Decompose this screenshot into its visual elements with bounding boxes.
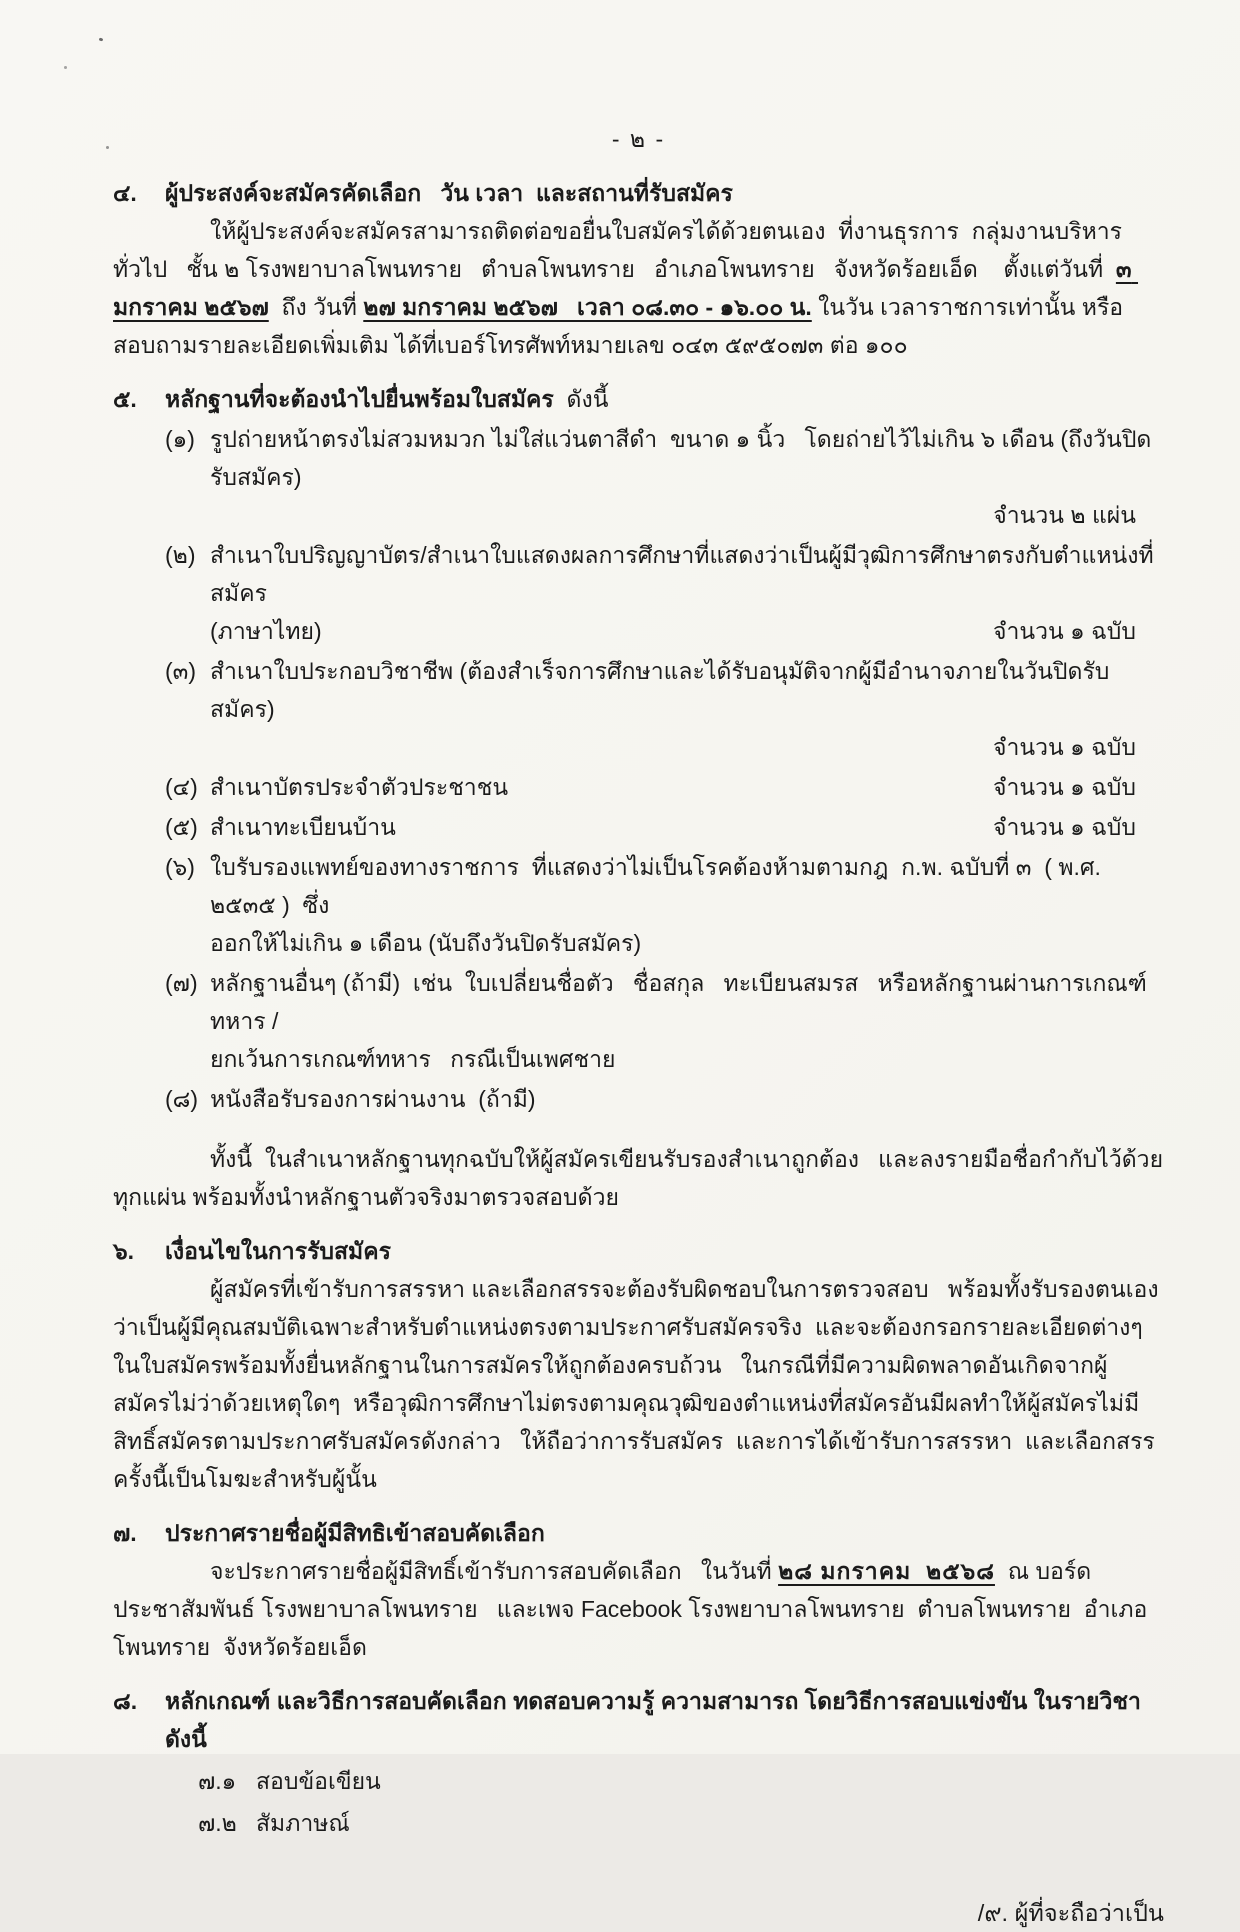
section-7-paragraph xyxy=(113,1552,1164,1666)
section-eligible-list-announcement xyxy=(113,1514,1164,1666)
section-selection-criteria xyxy=(113,1682,1164,1842)
section-5-heading xyxy=(113,380,1164,418)
item-body xyxy=(210,808,1164,846)
paragraph-text: จะประกาศรายชื่อผู้มีสิทธิ์เข้ารับการสอบคัดเลือก ในวันที่ xyxy=(210,1558,779,1584)
paragraph-text: ถึง วันที่ xyxy=(268,294,364,320)
section-5-title-wrap xyxy=(165,380,1164,418)
item-number: (๖) xyxy=(165,854,195,880)
item-line xyxy=(210,768,1164,806)
section-6-heading xyxy=(113,1232,1164,1270)
subitem-text: สอบข้อเขียน xyxy=(256,1768,381,1794)
exam-subjects-list xyxy=(198,1762,1164,1842)
item-text: สำเนาบัตรประจำตัวประชาชน xyxy=(210,774,509,800)
item-text: สำเนาทะเบียนบ้าน xyxy=(210,814,396,840)
item-quantity-line xyxy=(210,496,1164,534)
section-4-paragraph xyxy=(113,212,1164,364)
item-number: (๓) xyxy=(165,658,197,684)
section-5-title-suffix: ดังนี้ xyxy=(553,386,609,412)
item-body xyxy=(210,768,1164,806)
item-text: ออกให้ไม่เกิน ๑ เดือน (นับถึงวันปิดรับสมัคร) xyxy=(210,930,642,956)
section-5-title: หลักฐานที่จะต้องนำไปยื่นพร้อมใบสมัคร xyxy=(165,386,554,412)
section-application-place xyxy=(113,174,1164,364)
item-text: หนังสือรับรองการผ่านงาน (ถ้ามี) xyxy=(210,1086,536,1112)
section-8-number: ๘. xyxy=(113,1688,138,1714)
item-text: ใบรับรองแพทย์ของทางราชการ ที่แสดงว่าไม่เป็นโรคต้องห้ามตามกฎ ก.พ. ฉบับที่ ๓ ( พ.ศ. ๒๕๓๕ ) ซึ่ง xyxy=(210,854,1108,918)
item-quantity: จำนวน ๒ แผ่น xyxy=(993,502,1136,528)
list-item xyxy=(113,808,1164,846)
document-content xyxy=(113,120,1164,1932)
section-8-heading xyxy=(113,1682,1164,1758)
section-6-title: เงื่อนไขในการรับสมัคร xyxy=(165,1238,391,1264)
list-item xyxy=(198,1804,1164,1842)
item-text: รูปถ่ายหน้าตรงไม่สวมหมวก ไม่ใส่แว่นตาสีดำ ขนาด ๑ นิ้ว โดยถ่ายไว้ไม่เกิน ๖ เดือน (ถึงวันปิดรับสมัคร) xyxy=(210,426,1152,490)
scan-speck xyxy=(64,66,67,69)
section-4-title: ผู้ประสงค์จะสมัครคัดเลือก วัน เวลา และสถานที่รับสมัคร xyxy=(165,180,733,206)
list-item xyxy=(113,420,1164,534)
scan-speck xyxy=(99,37,104,41)
item-quantity: จำนวน ๑ ฉบับ xyxy=(993,814,1136,840)
list-item xyxy=(113,536,1164,650)
announcement-date-highlight: ๒๘ มกราคม ๒๕๖๘ xyxy=(778,1558,995,1584)
item-text: สำเนาใบปริญญาบัตร/สำเนาใบแสดงผลการศึกษาที่แสดงว่าเป็นผู้มีวุฒิการศึกษาตรงกับตำแหน่งที่สมัคร xyxy=(210,542,1154,606)
paragraph-text: ให้ผู้ประสงค์จะสมัครสามารถติดต่อขอยื่นใบสมัครได้ด้วยตนเอง ที่งานธุรการ กลุ่มงานบริหารทั่วไป ชั้น ๒ โรงพยาบาลโพนทราย ตำบลโพนทราย อำเภอโพนทราย จังหวัดร้อยเอ็ด ตั้งแต่วันที่ xyxy=(113,218,1123,282)
paragraph-text: ณ บอร์ดประชาสัมพันธ์ โรงพยาบาลโพนทราย และเพจ Facebook โรงพยาบาลโพนทราย ตำบลโพนทราย อำเภอโพนทราย จังหวัดร้อยเอ็ด xyxy=(113,1558,1148,1660)
list-item xyxy=(113,1080,1164,1118)
section-7-title: ประกาศรายชื่อผู้มีสิทธิเข้าสอบคัดเลือก xyxy=(165,1520,545,1546)
list-item xyxy=(113,768,1164,806)
item-text: สำเนาใบประกอบวิชาชีพ (ต้องสำเร็จการศึกษาและได้รับอนุมัติจากผู้มีอำนาจภายในวันปิดรับสมัคร) xyxy=(210,658,1110,722)
subitem-text: สัมภาษณ์ xyxy=(256,1810,350,1836)
item-text: (ภาษาไทย) xyxy=(210,618,322,644)
document-items-list xyxy=(113,420,1164,1118)
item-quantity: จำนวน ๑ ฉบับ xyxy=(993,618,1136,644)
subitem-number: ๗.๒ xyxy=(198,1810,237,1836)
paragraph-text: ในวัน เวลาราชการเท่านั้น หรือสอบถามรายละเอียดเพิ่มเติม ได้ที่เบอร์โทรศัพท์หมายเลข ๐๔๓ ๕๙๕๐๗๓ ต่อ ๑๐๐ xyxy=(113,294,1124,358)
item-text: หลักฐานอื่นๆ (ถ้ามี) เช่น ใบเปลี่ยนชื่อตัว ชื่อสกุล ทะเบียนสมรส หรือหลักฐานผ่านการเกณฑ์ทหาร / xyxy=(210,970,1147,1034)
paragraph-text: ทั้งนี้ ในสำเนาหลักฐานทุกฉบับให้ผู้สมัครเขียนรับรองสำเนาถูกต้อง และลงรายมือชื่อกำกับไว้ด้วยทุกแผ่น พร้อมทั้งนำหลักฐานตัวจริงมาตรวจสอบด้วย xyxy=(113,1146,1164,1210)
section-8-title: หลักเกณฑ์ และวิธีการสอบคัดเลือก ทดสอบความรู้ ความสามารถ โดยวิธีการสอบแข่งขัน ในรายวิชาดังนี้ xyxy=(165,1688,1141,1752)
item-body xyxy=(210,964,1164,1078)
item-body xyxy=(210,848,1164,962)
item-line xyxy=(210,808,1164,846)
section-6-number: ๖. xyxy=(113,1238,134,1264)
item-quantity: จำนวน ๑ ฉบับ xyxy=(993,774,1136,800)
section-4-heading xyxy=(113,174,1164,212)
section-4-number: ๔. xyxy=(113,180,137,206)
item-number: (๒) xyxy=(165,542,196,568)
item-body xyxy=(210,536,1164,650)
item-quantity: จำนวน ๑ ฉบับ xyxy=(993,734,1136,760)
section-5-closing-paragraph xyxy=(113,1140,1164,1216)
item-body xyxy=(210,1080,1164,1118)
section-6-paragraph xyxy=(113,1270,1164,1498)
list-item xyxy=(198,1762,1164,1800)
list-item xyxy=(113,964,1164,1078)
list-item xyxy=(113,848,1164,962)
item-quantity-line xyxy=(210,728,1164,766)
next-page-continuation-note: /๙. ผู้ที่จะถือว่าเป็น xyxy=(977,1900,1164,1926)
item-text: ยกเว้นการเกณฑ์ทหาร กรณีเป็นเพศชาย xyxy=(210,1046,616,1072)
item-number: (๘) xyxy=(165,1086,199,1112)
paragraph-text: ผู้สมัครที่เข้ารับการสรรหา และเลือกสรรจะต้องรับผิดชอบในการตรวจสอบ พร้อมทั้งรับรองตนเองว่าเป็นผู้มีคุณสมบัติเฉพาะสำหรับตำแหน่งตรงตามประกาศรับสมัครจริง และจะต้องกรอกรายละเอียดต่างๆในใบสมัครพร้อมทั้งยื่นหลักฐานในการสมัครให้ถูกต้องครบถ้วน ในกรณีที่มีความผิดพลาดอันเกิดจากผู้สมัครไม่ว่าด้วยเหตุใดๆ หรือวุฒิการศึกษาไม่ตรงตามคุณวุฒิของตำแหน่งที่สมัครอันมีผลทำให้ผู้สมัครไม่มีสิทธิ์สมัครตามประกาศรับสมัครดังกล่าว ให้ถือว่าการรับสมัคร และการได้เข้ารับการสรรหา และเลือกสรรครั้งนี้เป็นโมฆะสำหรับผู้นั้น xyxy=(113,1276,1159,1492)
item-body xyxy=(210,652,1164,766)
item-second-line xyxy=(210,612,1164,650)
scan-speck xyxy=(106,146,109,149)
subitem-number: ๗.๑ xyxy=(198,1768,237,1794)
item-number: (๔) xyxy=(165,774,198,800)
section-7-heading xyxy=(113,1514,1164,1552)
section-7-number: ๗. xyxy=(113,1520,137,1546)
list-item xyxy=(113,652,1164,766)
section-application-conditions xyxy=(113,1232,1164,1498)
item-body xyxy=(210,420,1164,534)
section-required-documents xyxy=(113,380,1164,1216)
start-date-highlight: ๓ มกราคม ๒๕๖๗ xyxy=(113,256,1139,320)
page-number: - ๒ - xyxy=(611,126,666,152)
end-date-time-highlight: ๒๗ มกราคม ๒๕๖๗ เวลา ๐๘.๓๐ - ๑๖.๐๐ น. xyxy=(363,294,812,320)
item-number: (๗) xyxy=(165,970,198,996)
section-5-number: ๕. xyxy=(113,386,137,412)
item-number: (๕) xyxy=(165,814,198,840)
item-number: (๑) xyxy=(165,426,195,452)
